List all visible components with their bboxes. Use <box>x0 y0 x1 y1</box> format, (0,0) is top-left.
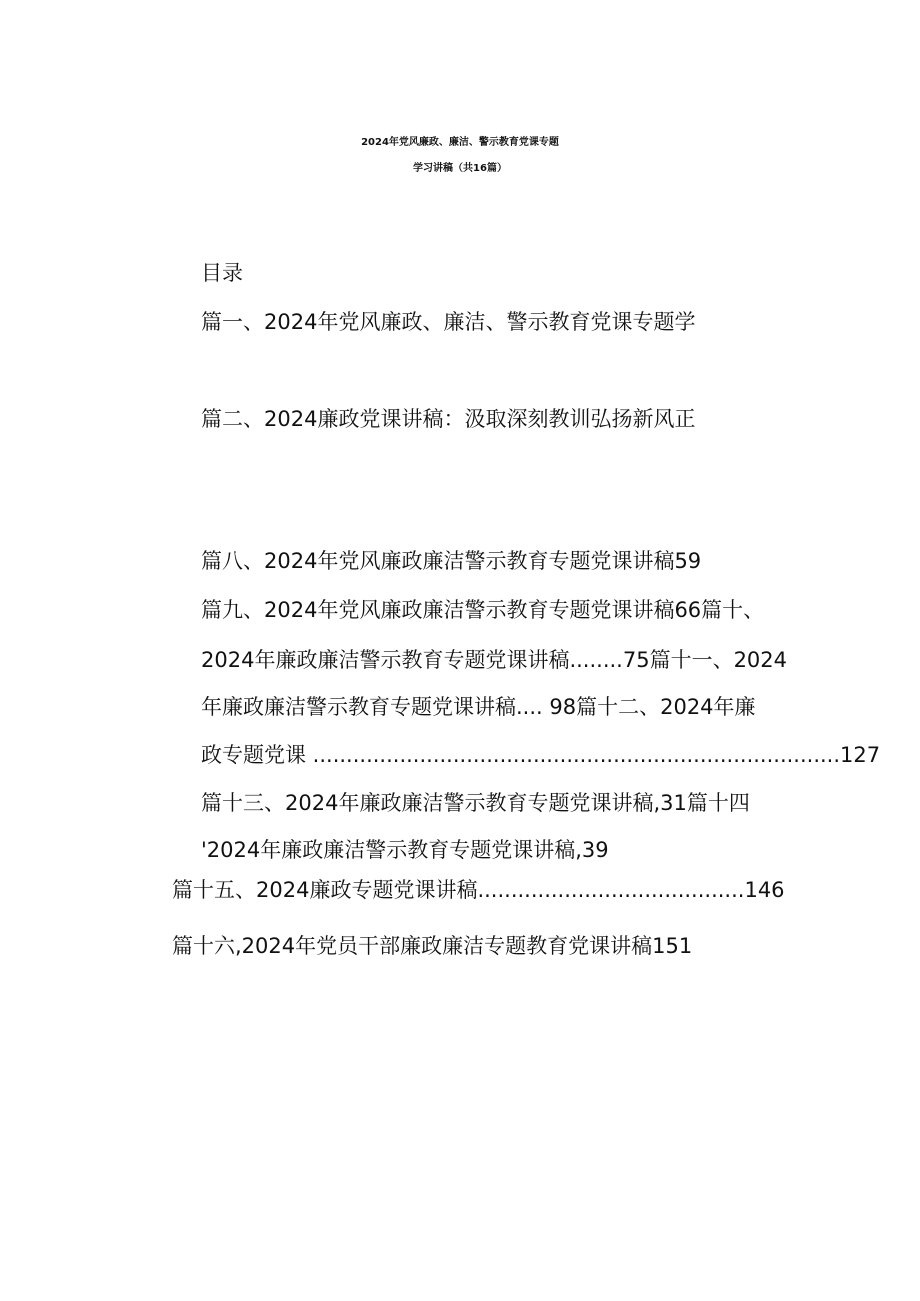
toc-entry: 篇十六,2024年党员干部廉政廉洁专题教育党课讲稿151 <box>172 934 693 958</box>
toc-entry: '2024年廉政廉洁警示教育专题党课讲稿,39 <box>201 838 609 862</box>
toc-entry: 篇九、2024年党风廉政廉洁警示教育专题党课讲稿66篇十、 <box>201 598 765 622</box>
toc-entry: 篇八、2024年党风廉政廉洁警示教育专题党课讲稿59 <box>201 549 702 573</box>
toc-entry: 篇一、2024年党风廉政、廉洁、警示教育党课专题学 <box>201 310 696 334</box>
toc-entry: 篇十五、2024廉政专题党课讲稿........................................146 <box>172 878 785 902</box>
toc-entry: 政专题党课 ...............................................................................127 <box>201 743 881 767</box>
document-title-line-1: 2024年党风廉政、廉洁、警示教育党课专题 <box>361 137 559 148</box>
toc-heading: 目录 <box>201 261 243 285</box>
toc-entry: 年廉政廉洁警示教育专题党课讲稿.... 98篇十二、2024年廉 <box>201 695 756 719</box>
document-title-line-2: 学习讲稿（共16篇） <box>413 163 507 174</box>
toc-entry: 篇十三、2024年廉政廉洁警示教育专题党课讲稿,31篇十四 <box>201 791 750 815</box>
toc-entry: 篇二、2024廉政党课讲稿：汲取深刻教训弘扬新风正 <box>201 407 696 431</box>
toc-entry: 2024年廉政廉洁警示教育专题党课讲稿........75篇十一、2024 <box>201 648 788 672</box>
